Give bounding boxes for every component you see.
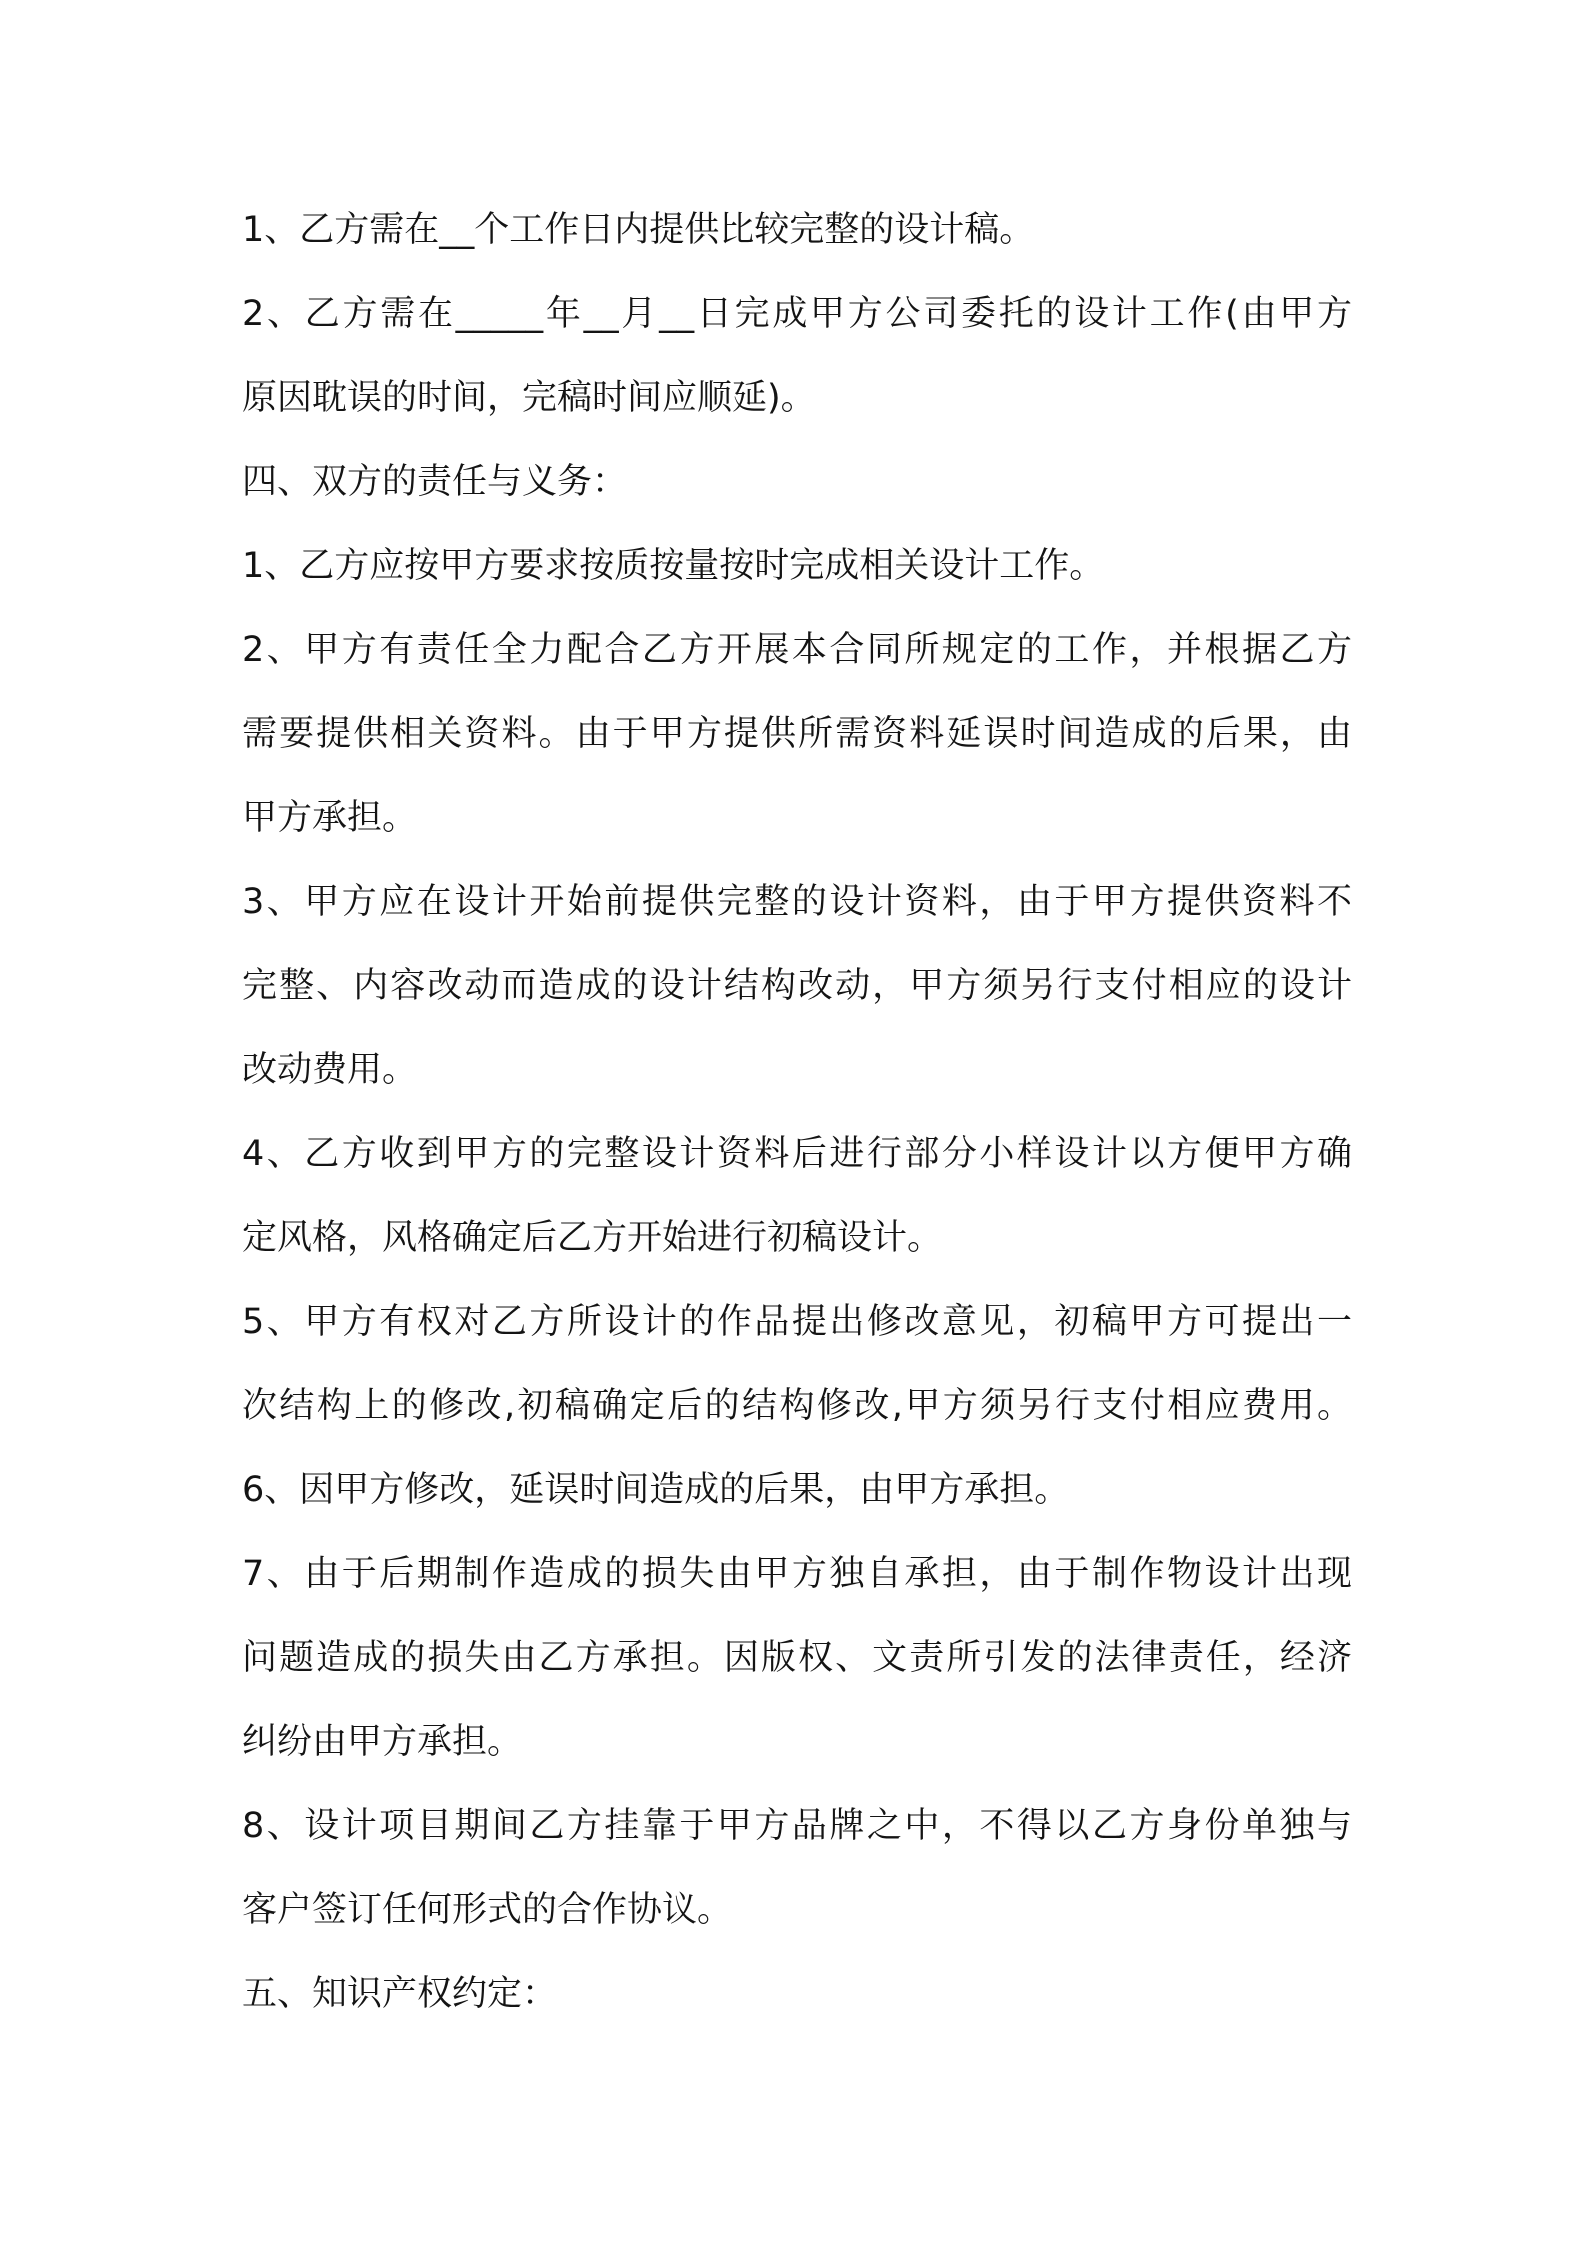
text-line: 8、设计项目期间乙方挂靠于甲方品牌之中，不得以乙方身份单独与 — [242, 1806, 1352, 1846]
text-line: 6、因甲方修改，延误时间造成的后果，由甲方承担。 — [242, 1470, 1070, 1510]
clause-4-1 — [242, 524, 1352, 608]
section-heading-4 — [242, 440, 1352, 524]
clause-4-3 — [242, 860, 1352, 1112]
text-line: 3、甲方应在设计开始前提供完整的设计资料，由于甲方提供资料不 — [242, 882, 1352, 922]
text-line: 1、乙方需在__个工作日内提供比较完整的设计稿。 — [242, 210, 1035, 250]
section-heading-5 — [242, 1952, 1352, 2036]
text-line: 定风格，风格确定后乙方开始进行初稿设计。 — [242, 1218, 943, 1258]
text-line: 5、甲方有权对乙方所设计的作品提出修改意见，初稿甲方可提出一 — [242, 1302, 1352, 1342]
clause-4-8 — [242, 1784, 1352, 1952]
clause-4-7 — [242, 1532, 1352, 1784]
section-title: 四、双方的责任与义务： — [242, 462, 628, 502]
clause-4-4 — [242, 1112, 1352, 1280]
text-line: 原因耽误的时间，完稿时间应顺延)。 — [242, 378, 816, 418]
text-line: 4、乙方收到甲方的完整设计资料后进行部分小样设计以方便甲方确 — [242, 1134, 1352, 1174]
text-line: 改动费用。 — [242, 1050, 418, 1090]
text-line: 2、乙方需在_____年__月__日完成甲方公司委托的设计工作(由甲方 — [242, 294, 1352, 334]
clause-4-5 — [242, 1280, 1352, 1448]
text-line: 纠纷由甲方承担。 — [242, 1722, 523, 1762]
text-line: 完整、内容改动而造成的设计结构改动，甲方须另行支付相应的设计 — [242, 966, 1352, 1006]
text-line: 次结构上的修改,初稿确定后的结构修改,甲方须另行支付相应费用。 — [242, 1386, 1352, 1426]
text-line: 甲方承担。 — [242, 798, 418, 838]
text-line: 需要提供相关资料。由于甲方提供所需资料延误时间造成的后果，由 — [242, 714, 1352, 754]
clause-1 — [242, 188, 1352, 272]
document-body — [242, 188, 1352, 2036]
text-line: 7、由于后期制作造成的损失由甲方独自承担，由于制作物设计出现 — [242, 1554, 1352, 1594]
text-line: 2、甲方有责任全力配合乙方开展本合同所规定的工作，并根据乙方 — [242, 630, 1352, 670]
clause-4-2 — [242, 608, 1352, 860]
text-line: 1、乙方应按甲方要求按质按量按时完成相关设计工作。 — [242, 546, 1105, 586]
text-line: 问题造成的损失由乙方承担。因版权、文责所引发的法律责任，经济 — [242, 1638, 1352, 1678]
section-title: 五、知识产权约定： — [242, 1974, 558, 2014]
clause-2 — [242, 272, 1352, 440]
clause-4-6 — [242, 1448, 1352, 1532]
text-line: 客户签订任何形式的合作协议。 — [242, 1890, 733, 1930]
